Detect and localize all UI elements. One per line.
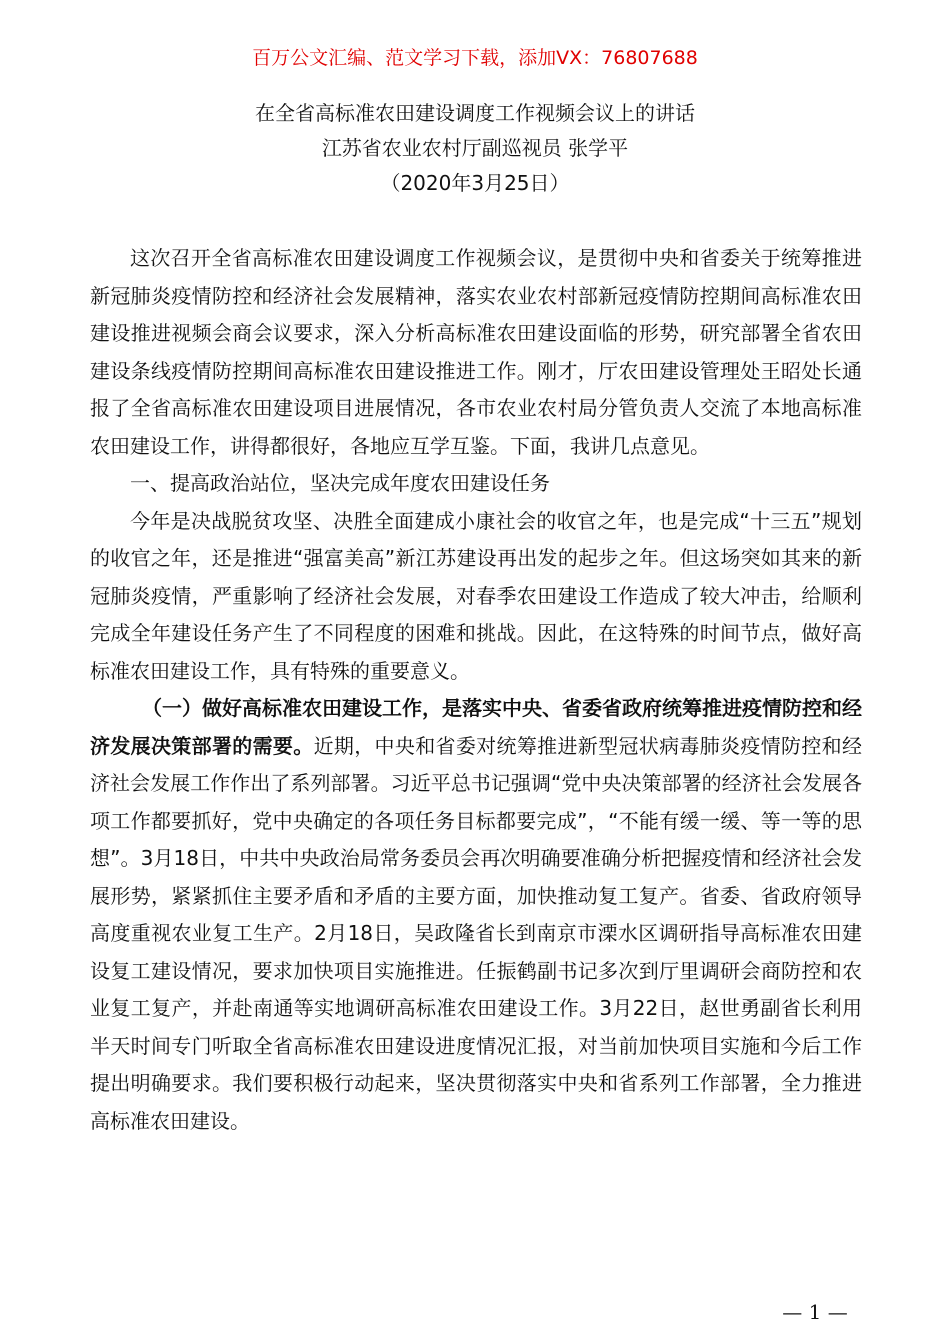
speech-title: 在全省高标准农田建设调度工作视频会议上的讲话 — [255, 101, 695, 125]
section-heading: 一、提高政治站位，坚决完成年度农田建设任务 — [130, 471, 550, 495]
section-paragraph: 今年是决战脱贫攻坚、决胜全面建成小康社会的收官之年，也是完成“十三五”规划的收官之年，还是推进“强富美高”新江苏建设再出发的起步之年。但这场突如其来的新冠肺炎疫情，严重影响了经济社会发展，对春季农田建设工作造成了较大冲击，给顺利完成全年建设任务产生了不同程度的困难和挑战。因此，在这特殊的时间节点，做好高标准农田建设工作，具有特殊的重要意义。 — [90, 508, 862, 683]
title-block — [0, 96, 950, 201]
intro-paragraph: 这次召开全省高标准农田建设调度工作视频会议，是贯彻中央和省委关于统筹推进新冠肺炎疫情防控和经济社会发展精神，落实农业农村部新冠疫情防控期间高标准农田建设推进视频会商会议要求，深入分析高标准农田建设面临的形势，研究部署全省农田建设条线疫情防控期间高标准农田建设推进工作。刚才，厅农田建设管理处王昭处长通报了全省高标准农田建设项目进展情况，各市农业农村局分管负责人交流了本地高标准农田建设工作，讲得都很好，各地应互学互鉴。下面，我讲几点意见。 — [90, 246, 862, 458]
point-paragraph — [90, 690, 862, 1140]
point-heading: （一）做好高标准农田建设工作，是落实中央、省委省政府统筹推进疫情防控和经济发展决策部署的需要。 — [90, 696, 862, 758]
speaker-line: 江苏省农业农村厅副巡视员 张学平 — [321, 136, 629, 160]
document-body — [90, 240, 862, 1140]
page-number: — 1 — — [782, 1300, 848, 1324]
point-text: 近期，中央和省委对统筹推进新型冠状病毒肺炎疫情防控和经济社会发展工作作出了系列部署。习近平总书记强调“党中央决策部署的经济社会发展各项工作都要抓好，党中央确定的各项任务目标都要完成”，“不能有缓一缓、等一等的思想”。3月18日，中共中央政治局常务委员会再次明确要准确分析把握疫情和经济社会发展形势，紧紧抓住主要矛盾和矛盾的主要方面，加快推动复工复产。省委、省政府领导高度重视农业复工生产。2月18日，吴政隆省长到南京市溧水区调研指导高标准农田建设复工建设情况，要求加快项目实施推进。任振鹤副书记多次到厅里调研会商防控和农业复工复产，并赴南通等实地调研高标准农田建设工作。3月22日，赵世勇副省长利用半天时间专门听取全省高标准农田建设进度情况汇报，对当前加快项目实施和今后工作提出明确要求。我们要积极行动起来，坚决贯彻落实中央和省系列工作部署，全力推进高标准农田建设。 — [90, 733, 863, 1133]
date-line: （2020年3月25日） — [380, 171, 570, 195]
promo-banner: 百万公文汇编、范文学习下载，添加VX：76807688 — [252, 47, 698, 69]
